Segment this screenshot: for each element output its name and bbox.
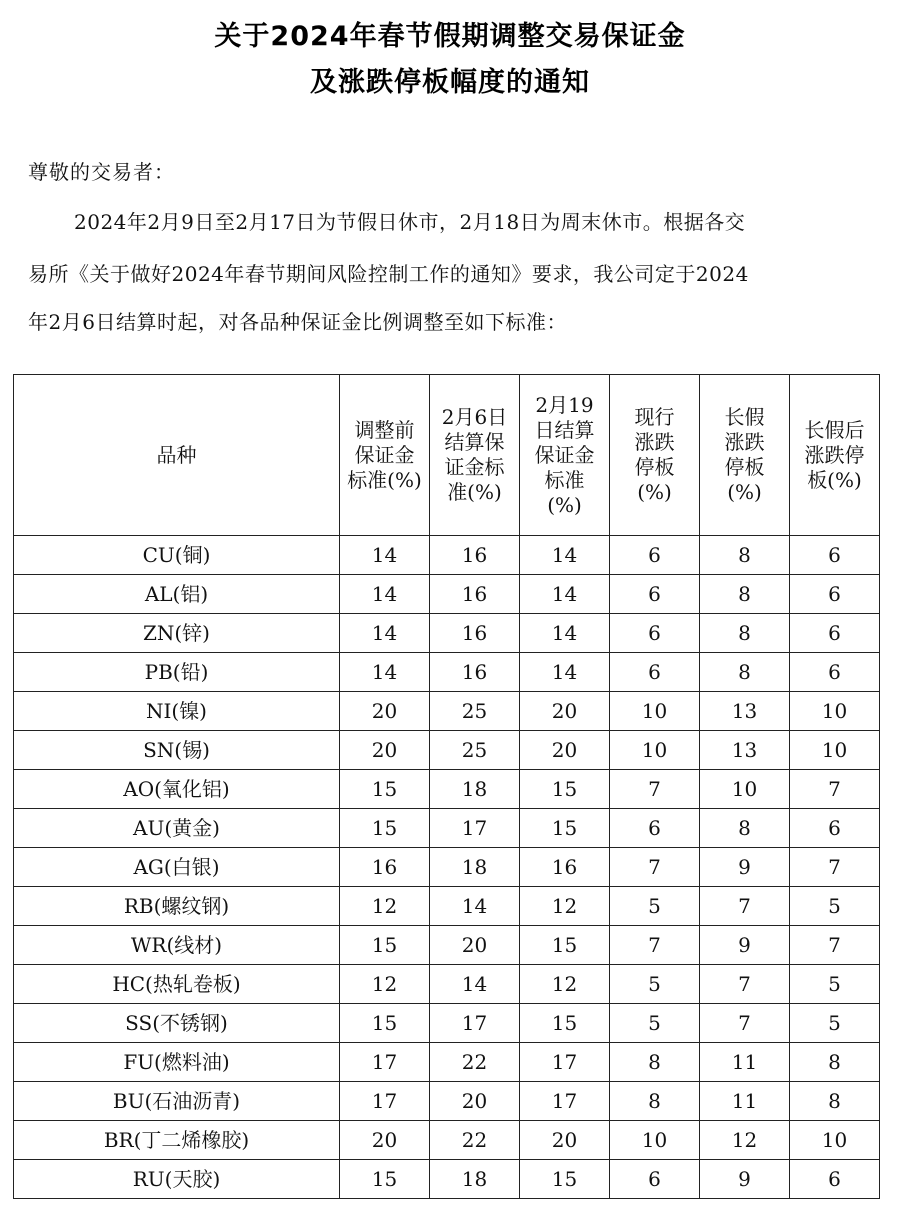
body-paragraph-line2: 易所《关于做好2024年春节期间风险控制工作的通知》要求，我公司定于2024 bbox=[28, 262, 749, 286]
cell-holiday-limit: 9 bbox=[700, 848, 790, 887]
header-feb6-margin bbox=[430, 375, 520, 536]
cell-post-holiday-limit: 6 bbox=[790, 1160, 880, 1199]
cell-feb6-margin: 16 bbox=[430, 536, 520, 575]
cell-feb6-margin: 16 bbox=[430, 614, 520, 653]
cell-holiday-limit: 11 bbox=[700, 1082, 790, 1121]
cell-feb19-margin: 16 bbox=[520, 848, 610, 887]
cell-variety: ZN(锌) bbox=[14, 614, 340, 653]
header-text-line: (%) bbox=[637, 480, 672, 504]
cell-post-holiday-limit: 8 bbox=[790, 1082, 880, 1121]
table-row bbox=[14, 1121, 880, 1160]
cell-current-limit: 5 bbox=[610, 1004, 700, 1043]
cell-variety: AL(铝) bbox=[14, 575, 340, 614]
cell-feb19-margin: 12 bbox=[520, 887, 610, 926]
cell-variety: WR(线材) bbox=[14, 926, 340, 965]
cell-variety: FU(燃料油) bbox=[14, 1043, 340, 1082]
header-text-line: 调整前 bbox=[354, 417, 415, 442]
cell-current-limit: 6 bbox=[610, 809, 700, 848]
body-paragraph-line3: 年2月6日结算时起，对各品种保证金比例调整至如下标准： bbox=[28, 310, 567, 334]
cell-pre-adjust-margin: 17 bbox=[340, 1082, 430, 1121]
cell-post-holiday-limit: 6 bbox=[790, 809, 880, 848]
notice-title-line1: 关于2024年春节假期调整交易保证金 bbox=[214, 21, 686, 52]
notice-title-line2: 及涨跌停板幅度的通知 bbox=[310, 67, 590, 98]
header-post-holiday-limit bbox=[790, 375, 880, 536]
cell-feb19-margin: 12 bbox=[520, 965, 610, 1004]
header-text-line: 证金标 bbox=[444, 455, 505, 479]
cell-pre-adjust-margin: 20 bbox=[340, 1121, 430, 1160]
cell-pre-adjust-margin: 16 bbox=[340, 848, 430, 887]
cell-holiday-limit: 12 bbox=[700, 1121, 790, 1160]
header-text-line: 保证金 bbox=[534, 442, 595, 467]
table-row bbox=[14, 965, 880, 1004]
cell-variety: NI(镍) bbox=[14, 692, 340, 731]
table-body bbox=[14, 536, 880, 1199]
cell-post-holiday-limit: 10 bbox=[790, 1121, 880, 1160]
cell-variety: HC(热轧卷板) bbox=[14, 965, 340, 1004]
table-row bbox=[14, 1004, 880, 1043]
cell-feb19-margin: 20 bbox=[520, 692, 610, 731]
header-pre-adjust-margin bbox=[340, 375, 430, 536]
cell-feb6-margin: 17 bbox=[430, 809, 520, 848]
cell-current-limit: 6 bbox=[610, 1160, 700, 1199]
header-text-line: 保证金 bbox=[354, 442, 415, 467]
cell-pre-adjust-margin: 14 bbox=[340, 614, 430, 653]
table-row bbox=[14, 770, 880, 809]
cell-current-limit: 10 bbox=[610, 731, 700, 770]
header-text-line: (%) bbox=[727, 480, 762, 504]
cell-feb19-margin: 14 bbox=[520, 653, 610, 692]
cell-feb6-margin: 14 bbox=[430, 965, 520, 1004]
cell-holiday-limit: 11 bbox=[700, 1043, 790, 1082]
cell-post-holiday-limit: 6 bbox=[790, 653, 880, 692]
cell-current-limit: 5 bbox=[610, 887, 700, 926]
cell-holiday-limit: 8 bbox=[700, 536, 790, 575]
cell-current-limit: 7 bbox=[610, 770, 700, 809]
cell-pre-adjust-margin: 15 bbox=[340, 809, 430, 848]
header-text-line: 涨跌 bbox=[724, 430, 765, 454]
cell-post-holiday-limit: 10 bbox=[790, 692, 880, 731]
cell-current-limit: 7 bbox=[610, 848, 700, 887]
cell-feb6-margin: 20 bbox=[430, 1082, 520, 1121]
header-text-line: 板(%) bbox=[807, 467, 862, 492]
cell-feb19-margin: 20 bbox=[520, 731, 610, 770]
cell-feb6-margin: 14 bbox=[430, 887, 520, 926]
cell-current-limit: 10 bbox=[610, 1121, 700, 1160]
salutation: 尊敬的交易者： bbox=[28, 160, 175, 184]
header-text-line: 涨跌 bbox=[634, 430, 675, 454]
cell-pre-adjust-margin: 14 bbox=[340, 575, 430, 614]
cell-pre-adjust-margin: 15 bbox=[340, 1004, 430, 1043]
cell-feb19-margin: 14 bbox=[520, 575, 610, 614]
cell-post-holiday-limit: 10 bbox=[790, 731, 880, 770]
table-row bbox=[14, 575, 880, 614]
table-header-row bbox=[14, 375, 880, 536]
cell-feb19-margin: 17 bbox=[520, 1082, 610, 1121]
cell-feb6-margin: 25 bbox=[430, 692, 520, 731]
cell-feb6-margin: 16 bbox=[430, 575, 520, 614]
cell-variety: RB(螺纹钢) bbox=[14, 887, 340, 926]
cell-current-limit: 10 bbox=[610, 692, 700, 731]
cell-post-holiday-limit: 6 bbox=[790, 614, 880, 653]
table-row bbox=[14, 926, 880, 965]
cell-feb6-margin: 18 bbox=[430, 770, 520, 809]
cell-variety: CU(铜) bbox=[14, 536, 340, 575]
cell-feb6-margin: 22 bbox=[430, 1043, 520, 1082]
cell-pre-adjust-margin: 15 bbox=[340, 770, 430, 809]
table-row bbox=[14, 848, 880, 887]
header-text-line: 准(%) bbox=[447, 480, 502, 504]
cell-feb6-margin: 25 bbox=[430, 731, 520, 770]
table-row bbox=[14, 731, 880, 770]
cell-post-holiday-limit: 8 bbox=[790, 1043, 880, 1082]
cell-current-limit: 6 bbox=[610, 536, 700, 575]
header-text-line: 结算保 bbox=[444, 430, 505, 454]
cell-holiday-limit: 8 bbox=[700, 653, 790, 692]
header-current-limit bbox=[610, 375, 700, 536]
cell-holiday-limit: 8 bbox=[700, 575, 790, 614]
cell-feb19-margin: 14 bbox=[520, 614, 610, 653]
header-text-line: 停板 bbox=[634, 455, 675, 479]
cell-variety: BR(丁二烯橡胶) bbox=[14, 1121, 340, 1160]
cell-post-holiday-limit: 5 bbox=[790, 1004, 880, 1043]
header-text-line: 标准(%) bbox=[347, 467, 422, 492]
header-text-line: 停板 bbox=[724, 455, 765, 479]
cell-variety: SS(不锈钢) bbox=[14, 1004, 340, 1043]
cell-holiday-limit: 8 bbox=[700, 809, 790, 848]
cell-feb6-margin: 20 bbox=[430, 926, 520, 965]
cell-holiday-limit: 8 bbox=[700, 614, 790, 653]
cell-feb6-margin: 16 bbox=[430, 653, 520, 692]
header-feb19-margin bbox=[520, 375, 610, 536]
header-text-line: 标准 bbox=[544, 467, 585, 492]
cell-post-holiday-limit: 6 bbox=[790, 536, 880, 575]
cell-holiday-limit: 7 bbox=[700, 1004, 790, 1043]
cell-variety: AU(黄金) bbox=[14, 809, 340, 848]
cell-post-holiday-limit: 7 bbox=[790, 848, 880, 887]
header-variety bbox=[14, 375, 340, 536]
cell-feb19-margin: 15 bbox=[520, 1160, 610, 1199]
margin-standards-table bbox=[13, 374, 880, 1199]
cell-feb19-margin: 20 bbox=[520, 1121, 610, 1160]
cell-holiday-limit: 13 bbox=[700, 731, 790, 770]
cell-post-holiday-limit: 7 bbox=[790, 770, 880, 809]
cell-variety: RU(天胶) bbox=[14, 1160, 340, 1199]
cell-feb19-margin: 17 bbox=[520, 1043, 610, 1082]
header-holiday-limit bbox=[700, 375, 790, 536]
cell-variety: AG(白银) bbox=[14, 848, 340, 887]
header-text-line: 长假后 bbox=[804, 417, 865, 442]
cell-current-limit: 5 bbox=[610, 965, 700, 1004]
cell-feb19-margin: 15 bbox=[520, 809, 610, 848]
cell-current-limit: 6 bbox=[610, 575, 700, 614]
cell-current-limit: 6 bbox=[610, 614, 700, 653]
cell-post-holiday-limit: 5 bbox=[790, 965, 880, 1004]
cell-holiday-limit: 7 bbox=[700, 887, 790, 926]
cell-pre-adjust-margin: 20 bbox=[340, 731, 430, 770]
cell-feb6-margin: 17 bbox=[430, 1004, 520, 1043]
table-row bbox=[14, 692, 880, 731]
body-paragraph-line1: 2024年2月9日至2月17日为节假日休市，2月18日为周末休市。根据各交 bbox=[74, 210, 746, 234]
cell-feb6-margin: 18 bbox=[430, 1160, 520, 1199]
cell-feb6-margin: 22 bbox=[430, 1121, 520, 1160]
cell-holiday-limit: 7 bbox=[700, 965, 790, 1004]
table-row bbox=[14, 887, 880, 926]
cell-feb19-margin: 15 bbox=[520, 926, 610, 965]
cell-pre-adjust-margin: 17 bbox=[340, 1043, 430, 1082]
table-row bbox=[14, 809, 880, 848]
cell-post-holiday-limit: 7 bbox=[790, 926, 880, 965]
header-text-line: 现行 bbox=[634, 405, 675, 429]
header-text-line: 品种 bbox=[156, 442, 197, 467]
cell-post-holiday-limit: 6 bbox=[790, 575, 880, 614]
cell-current-limit: 7 bbox=[610, 926, 700, 965]
cell-feb19-margin: 14 bbox=[520, 536, 610, 575]
cell-pre-adjust-margin: 12 bbox=[340, 965, 430, 1004]
cell-current-limit: 8 bbox=[610, 1043, 700, 1082]
cell-current-limit: 6 bbox=[610, 653, 700, 692]
cell-holiday-limit: 10 bbox=[700, 770, 790, 809]
cell-pre-adjust-margin: 14 bbox=[340, 536, 430, 575]
cell-holiday-limit: 9 bbox=[700, 926, 790, 965]
table-row bbox=[14, 1160, 880, 1199]
header-text-line: 涨跌停 bbox=[804, 442, 865, 467]
cell-pre-adjust-margin: 12 bbox=[340, 887, 430, 926]
cell-pre-adjust-margin: 15 bbox=[340, 926, 430, 965]
cell-variety: SN(锡) bbox=[14, 731, 340, 770]
cell-post-holiday-limit: 5 bbox=[790, 887, 880, 926]
cell-variety: AO(氧化铝) bbox=[14, 770, 340, 809]
header-text-line: 日结算 bbox=[534, 417, 595, 442]
cell-holiday-limit: 9 bbox=[700, 1160, 790, 1199]
table-row bbox=[14, 1043, 880, 1082]
header-text-line: 2月6日 bbox=[441, 405, 508, 429]
cell-variety: PB(铅) bbox=[14, 653, 340, 692]
cell-feb6-margin: 18 bbox=[430, 848, 520, 887]
table-row bbox=[14, 1082, 880, 1121]
cell-feb19-margin: 15 bbox=[520, 770, 610, 809]
cell-current-limit: 8 bbox=[610, 1082, 700, 1121]
header-text-line: (%) bbox=[547, 492, 582, 517]
cell-pre-adjust-margin: 14 bbox=[340, 653, 430, 692]
cell-feb19-margin: 15 bbox=[520, 1004, 610, 1043]
cell-holiday-limit: 13 bbox=[700, 692, 790, 731]
cell-pre-adjust-margin: 20 bbox=[340, 692, 430, 731]
table-row bbox=[14, 536, 880, 575]
header-text-line: 2月19 bbox=[535, 392, 594, 417]
cell-variety: BU(石油沥青) bbox=[14, 1082, 340, 1121]
cell-pre-adjust-margin: 15 bbox=[340, 1160, 430, 1199]
table-row bbox=[14, 614, 880, 653]
table-row bbox=[14, 653, 880, 692]
header-text-line: 长假 bbox=[724, 405, 765, 429]
